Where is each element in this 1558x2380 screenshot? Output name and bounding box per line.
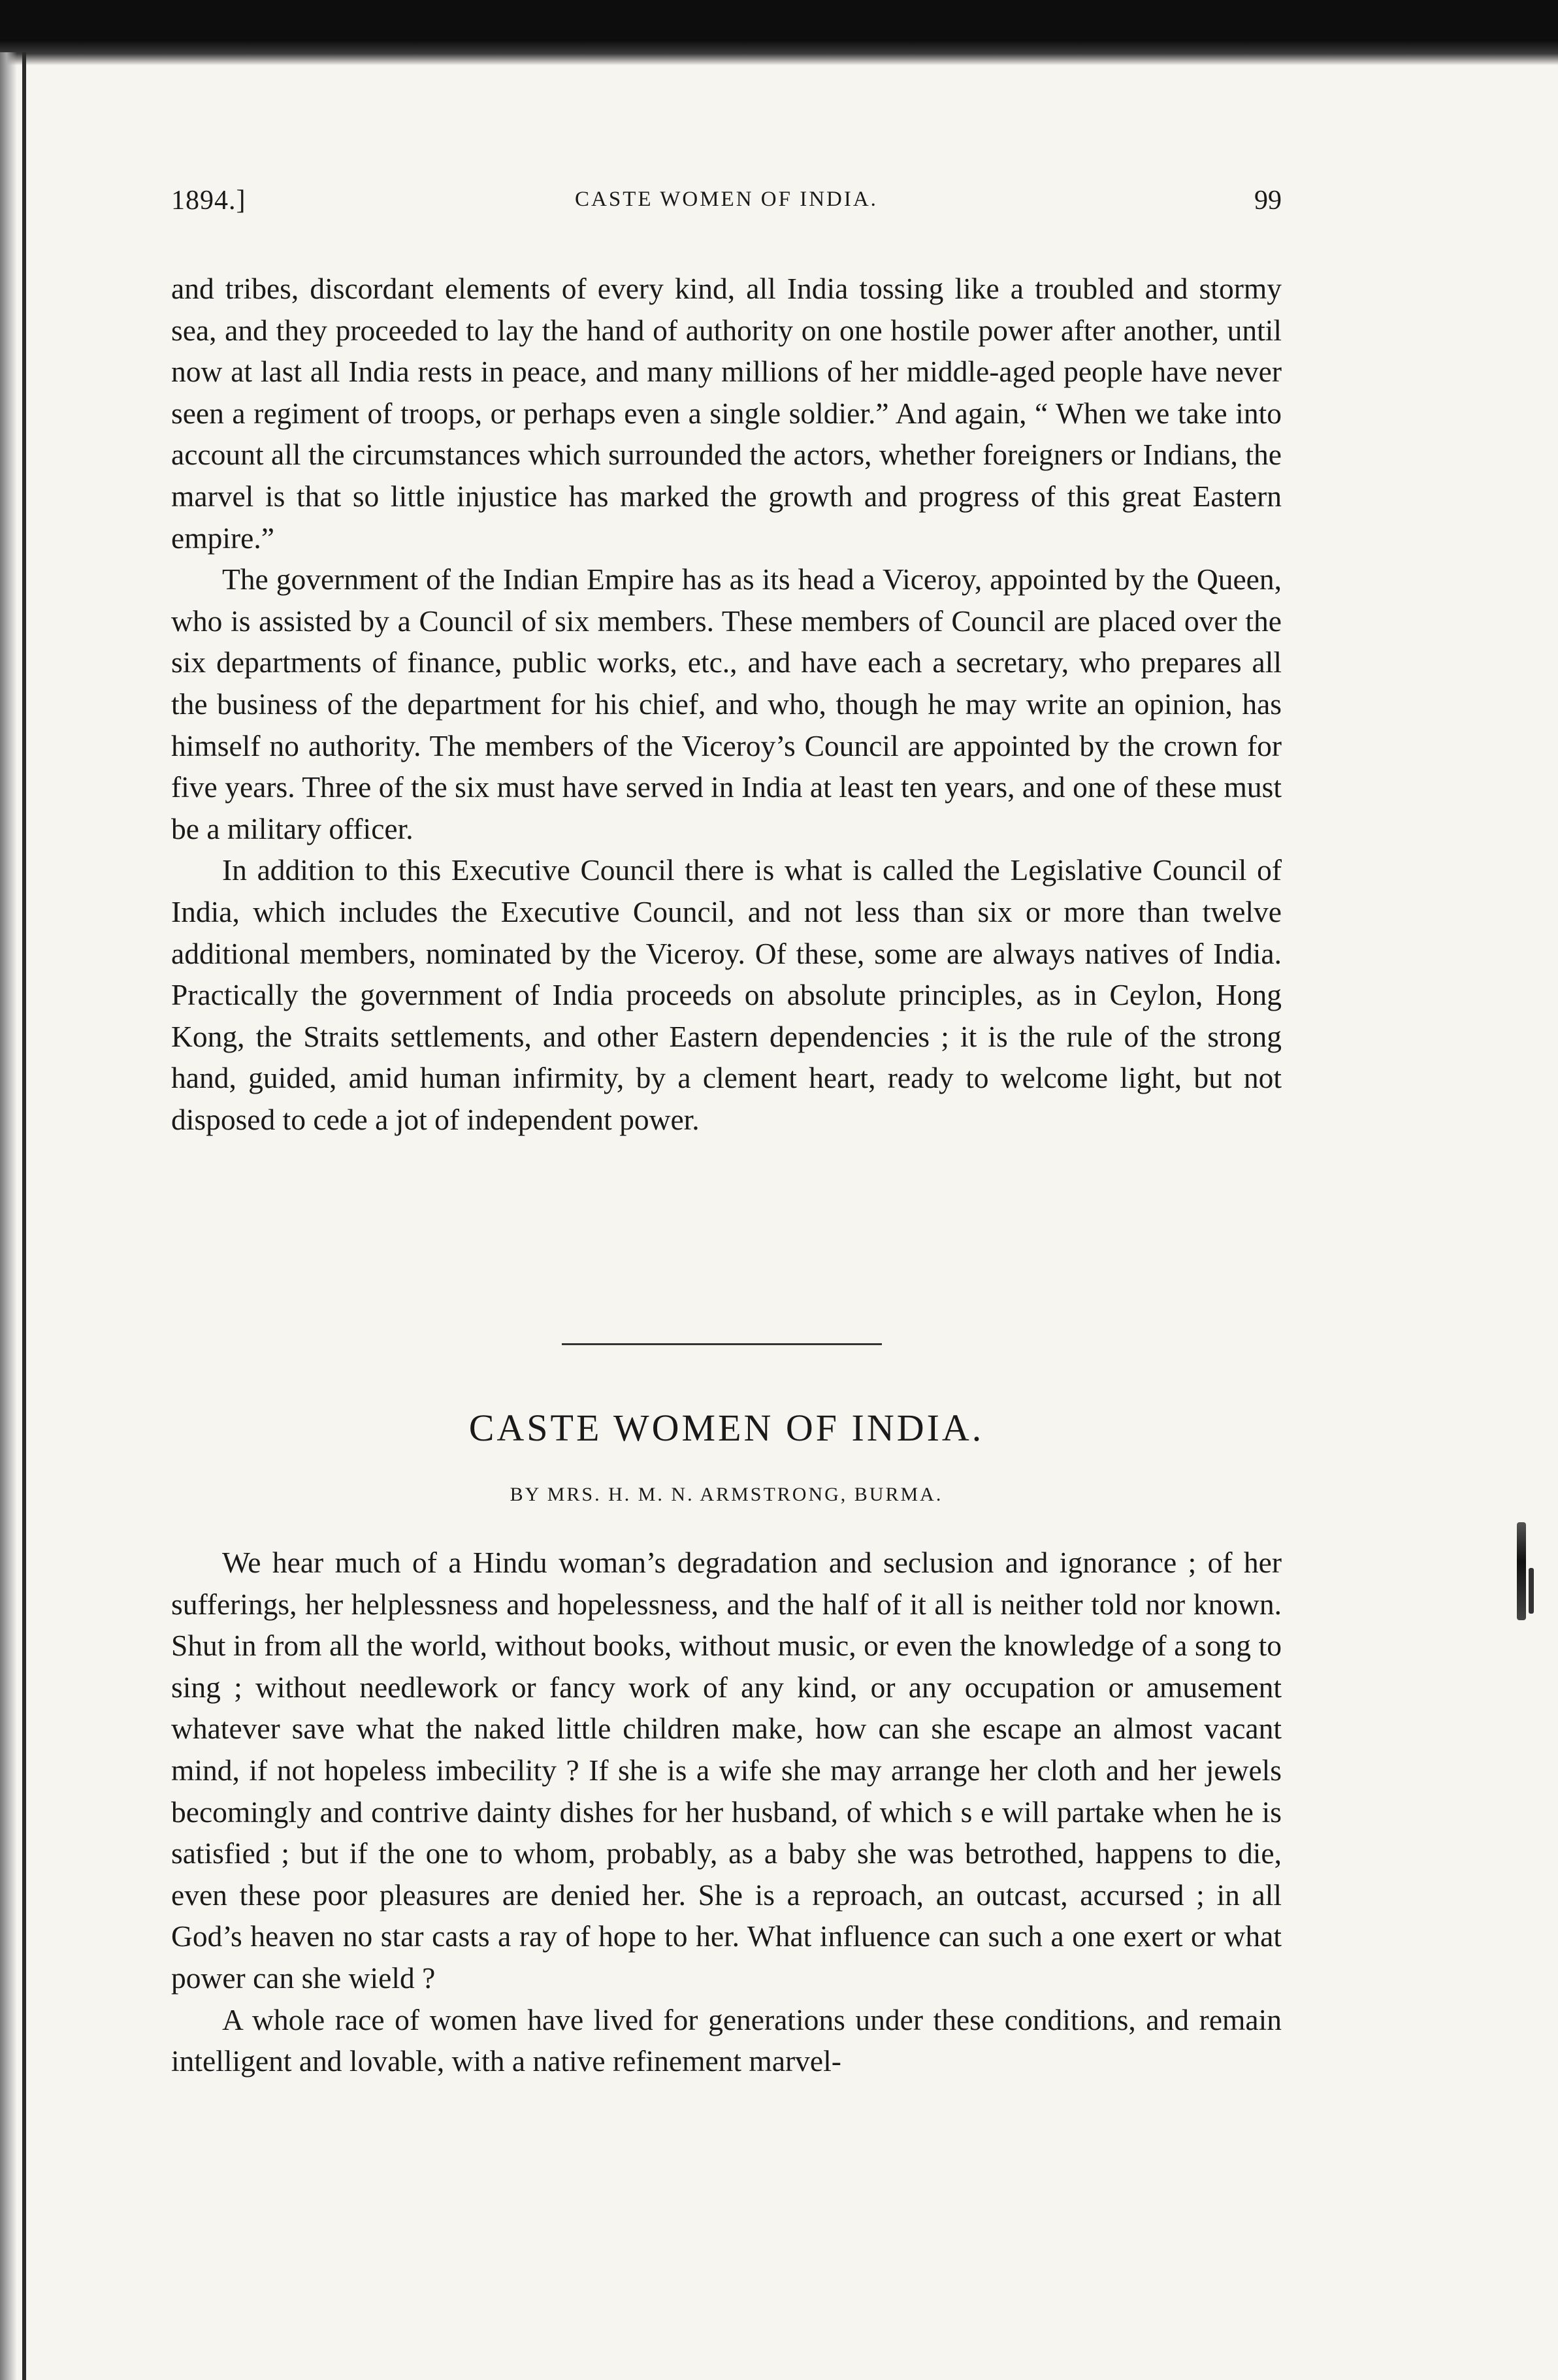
section-separator [562,1343,882,1345]
paragraph: We hear much of a Hindu woman’s degradation and seclusion and ignorance ; of her sufferings, her helplessness and hopelessness, and the half of it all is neither told nor known. Shut in from all the world, without books, without music, or even the knowledge of a song to sing ; without needlework or fancy work of any kind, or any occupation or amusement whatever save what the naked little children make, how can she escape an almost vacant mind, if not hopeless imbecility ? If she is a wife she may arrange her cloth and her jewels becomingly and contrive dainty dishes for her husband, of which s e will partake when he is satisfied ; but if the one to whom, probably, as a baby she was betrothed, happens to die, even these poor pleasures are denied her. She is a reproach, an outcast, accursed ; in all God’s heaven no star casts a ray of hope to her. What influence can such a one exert or what power can she wield ? [171,1546,1282,1995]
article-byline: BY MRS. H. M. N. ARMSTRONG, BURMA. [510,1484,943,1505]
article-text [171,1542,1282,2082]
paragraph: and tribes, discordant elements of every kind, all India tossing like a troubled and stormy sea, and they proceeded to lay the hand of authority on one hostile power after another, until now at last all India rests in peace, and many millions of her middle-aged people have never seen a regiment of troops, or perhaps even a single soldier.” And again, “ When we take into account all the circumstances which surrounded the actors, whether foreigners or Indians, the marvel is that so little injustice has marked the growth and progress of this great Eastern empire.” [171,272,1282,555]
scan-top-edge [0,0,1558,65]
running-head-title: CASTE WOMEN OF INDIA. [575,187,878,211]
paragraph: In addition to this Executive Council there is what is called the Legislative Council of India, which includes the Executive Council, and not less than six or more than twelve additional members, nominated by the Viceroy. Of these, some are always natives of India. Practically the government of India proceeds on absolute principles, as in Ceylon, Hong Kong, the Straits settlements, and other Eastern dependencies ; it is the rule of the strong hand, guided, amid human infirmity, by a clement heart, ready to welcome light, but not disposed to cede a jot of independent power. [171,853,1282,1136]
margin-ink-mark [1529,1568,1534,1614]
paragraph: The government of the Indian Empire has as its head a Viceroy, appointed by the Queen, who is assisted by a Council of six members. These members of Council are placed over the six departments of finance, public works, etc., and have each a secretary, who prepares all the business of the department for his chief, and who, though he may write an opinion, has himself no authority. The members of the Viceroy’s Council are appointed by the crown for five years. Three of the six must have served in India at least ten years, and one of these must be a military officer. [171,562,1282,845]
scan-gutter-line [22,52,26,2380]
continued-article-text [171,268,1282,1140]
article-title: CASTE WOMEN OF INDIA. [468,1407,984,1449]
running-head-year: 1894.] [171,186,246,216]
paragraph: A whole race of women have lived for generations under these conditions, and remain intelligent and lovable, with a native refinement marvel- [171,2002,1282,2078]
scan-left-edge [0,52,17,2380]
running-head [171,185,1282,231]
margin-ink-mark [1517,1522,1526,1620]
page-number: 99 [1254,186,1282,216]
